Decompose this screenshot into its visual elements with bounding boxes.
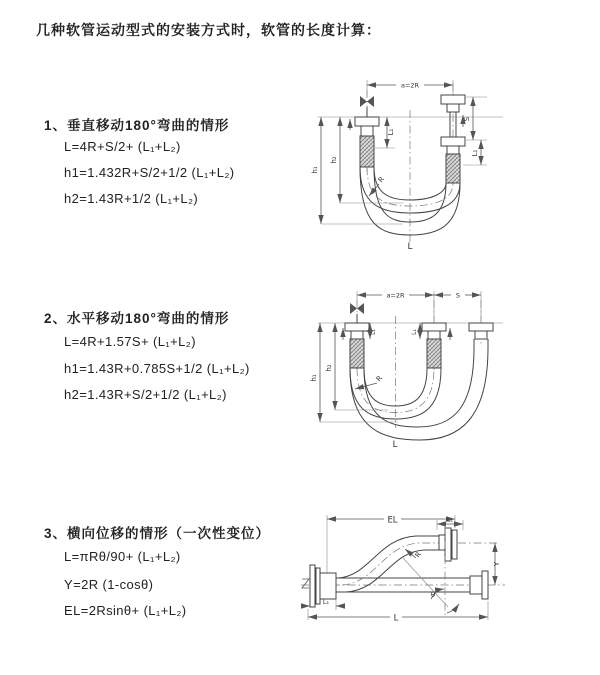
- page-title: 几种软管运动型式的安装方式时，软管的长度计算：: [36, 22, 381, 38]
- braided-hose-section: [350, 339, 364, 368]
- dim-label-l1-left: L₁: [322, 598, 330, 606]
- dim-label-y: Y: [493, 561, 501, 567]
- section-3-formula-EL: EL=2Rsinθ+ (L₁+L₂): [64, 603, 187, 618]
- section-3-formula-L: L=πRθ/90+ (L₁+L₂): [64, 549, 181, 564]
- dim-label-l1-mid: L₁: [411, 329, 418, 335]
- section-2-formula-h1: h1=1.43R+0.785S+1/2 (L₁+L₂): [64, 361, 250, 376]
- dim-label-h2: h₂: [330, 156, 338, 164]
- dimension-a-2r: [367, 80, 453, 96]
- dim-label-s: S: [463, 116, 471, 122]
- diagram-horizontal-180-bend: [308, 288, 593, 453]
- dim-label-s: S: [455, 291, 461, 300]
- dim-label-h1: h₁: [310, 374, 318, 382]
- u-bend-hose: [350, 348, 488, 440]
- moving-end-flange-pos2: [469, 323, 493, 348]
- dimension-s: [434, 292, 481, 300]
- moving-end-flange-pos1: [422, 323, 446, 368]
- section-2-formula-L: L=4R+1.57S+ (L₁+L₂): [64, 334, 196, 349]
- dim-label-r: R: [413, 550, 424, 560]
- section-1-formula-h1: h1=1.432R+S/2+1/2 (L₁+L₂): [64, 165, 235, 180]
- dimension-l1-mid: [411, 323, 420, 339]
- diagram-vertical-180-bend: [303, 72, 588, 257]
- dim-label-l1-left: L₁: [370, 329, 377, 335]
- braided-hose-section: [427, 339, 441, 368]
- dim-label-l: L: [393, 613, 399, 624]
- section-1-formula-L: L=4R+S/2+ (L₁+L₂): [64, 139, 181, 154]
- dim-label-l1-right: L₁: [471, 149, 479, 157]
- braided-hose-section: [360, 136, 374, 167]
- dimension-l1-left: [370, 323, 377, 339]
- dimension-l1-left: [302, 598, 344, 610]
- section-2-heading: 2、水平移动180°弯曲的情形: [44, 311, 230, 326]
- section-3-heading: 3、横向位移的情形（一次性变位）: [44, 526, 271, 541]
- fixed-end-flange: [345, 323, 369, 368]
- braided-hose-section: [446, 154, 460, 183]
- dim-label-l: L: [407, 242, 413, 252]
- dimension-l1-right: [463, 140, 487, 165]
- dim-label-theta: θ: [430, 591, 436, 599]
- section-3-formula-Y: Y=2R (1-cosθ): [64, 577, 154, 592]
- dimension-l: [308, 601, 488, 624]
- dim-label-a2r: a=2R: [386, 291, 405, 300]
- dim-label-el: EL: [387, 515, 398, 526]
- dim-label-l1-left: L₁: [387, 128, 395, 136]
- right-flange-straight: [470, 571, 488, 599]
- hose-displaced-position: [338, 536, 440, 592]
- dimension-a-2r: [357, 291, 481, 321]
- centerline-break-mark: [302, 579, 309, 588]
- dimension-s: [463, 97, 487, 140]
- dim-label-h1: h₁: [311, 166, 319, 174]
- fixed-end-flange: [355, 117, 379, 167]
- dim-label-l1-top: L₁: [446, 515, 454, 524]
- moving-end-flange-lower: [441, 137, 465, 183]
- dim-label-l: L: [392, 440, 398, 450]
- dim-label-a2r: a=2R: [400, 81, 420, 90]
- section-2-formula-h2: h2=1.43R+S/2+1/2 (L₁+L₂): [64, 387, 227, 402]
- dim-label-r: R: [376, 175, 387, 185]
- section-1-formula-h2: h2=1.43R+1/2 (L₁+L₂): [64, 191, 199, 206]
- diagram-lateral-displacement: [298, 503, 600, 628]
- right-flange-displaced: [439, 528, 457, 561]
- dim-label-r: R: [374, 374, 385, 384]
- dim-label-h2: h₂: [325, 364, 333, 372]
- section-1-heading: 1、垂直移动180°弯曲的情形: [44, 118, 230, 133]
